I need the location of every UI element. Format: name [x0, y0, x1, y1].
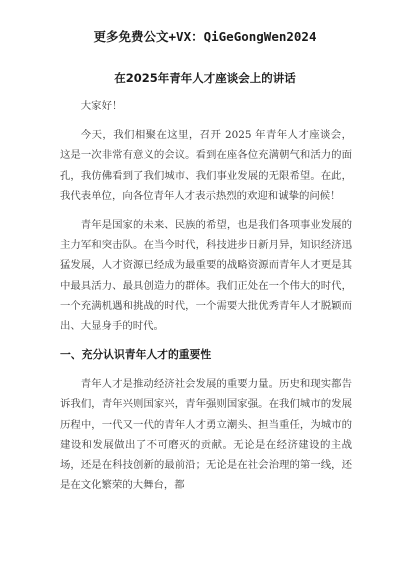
promo-header: 更多免费公文+VX：QiGeGongWen2024: [93, 29, 317, 44]
greeting: 大家好！: [80, 100, 123, 112]
section-paragraph: 青年人才是推动经济社会发展的重要力量。历史和现实都告诉我们，青年兴则国家兴，青年强则国家强。在我们城市的发展历程中，一代又一代的青年人才勇立潮头、担当重任，为城市的建设和发展做出了不可磨灭的贡献。无论是在经济建设的主战场，还是在科技创新的最前沿；无论是在社会治理的第一线，还是在文化繁荣的大舞台，都: [60, 378, 352, 492]
document-body: [60, 96, 352, 504]
paragraph-youth: 青年是国家的未来、民族的希望，也是我们各项事业发展的主力军和突击队。在当今时代，科技进步日新月异，知识经济迅猛发展，人才资源已经成为最重要的战略资源而青年人才更是其中最具活力、最具创造力的群体。我们正处在一个伟大的时代，一个充满机遇和挑战的时代，一个需要大批优秀青年人才脱颖而出、大显身手的时代。: [60, 219, 352, 333]
paragraph-intro: 今天，我们相聚在这里，召开 2025 年青年人才座谈会，这是一次非常有意义的会议。看到在座各位充满朝气和活力的面孔，我仿佛看到了我们城市、我们事业发展的无限希望。在此，我代表单位，向各位青年人才表示热烈的欢迎和诚挚的问候！: [60, 129, 352, 202]
section-heading: 一、充分认识青年人才的重要性: [60, 348, 212, 362]
document-title: 在2025年青年人才座谈会上的讲话: [114, 71, 296, 85]
